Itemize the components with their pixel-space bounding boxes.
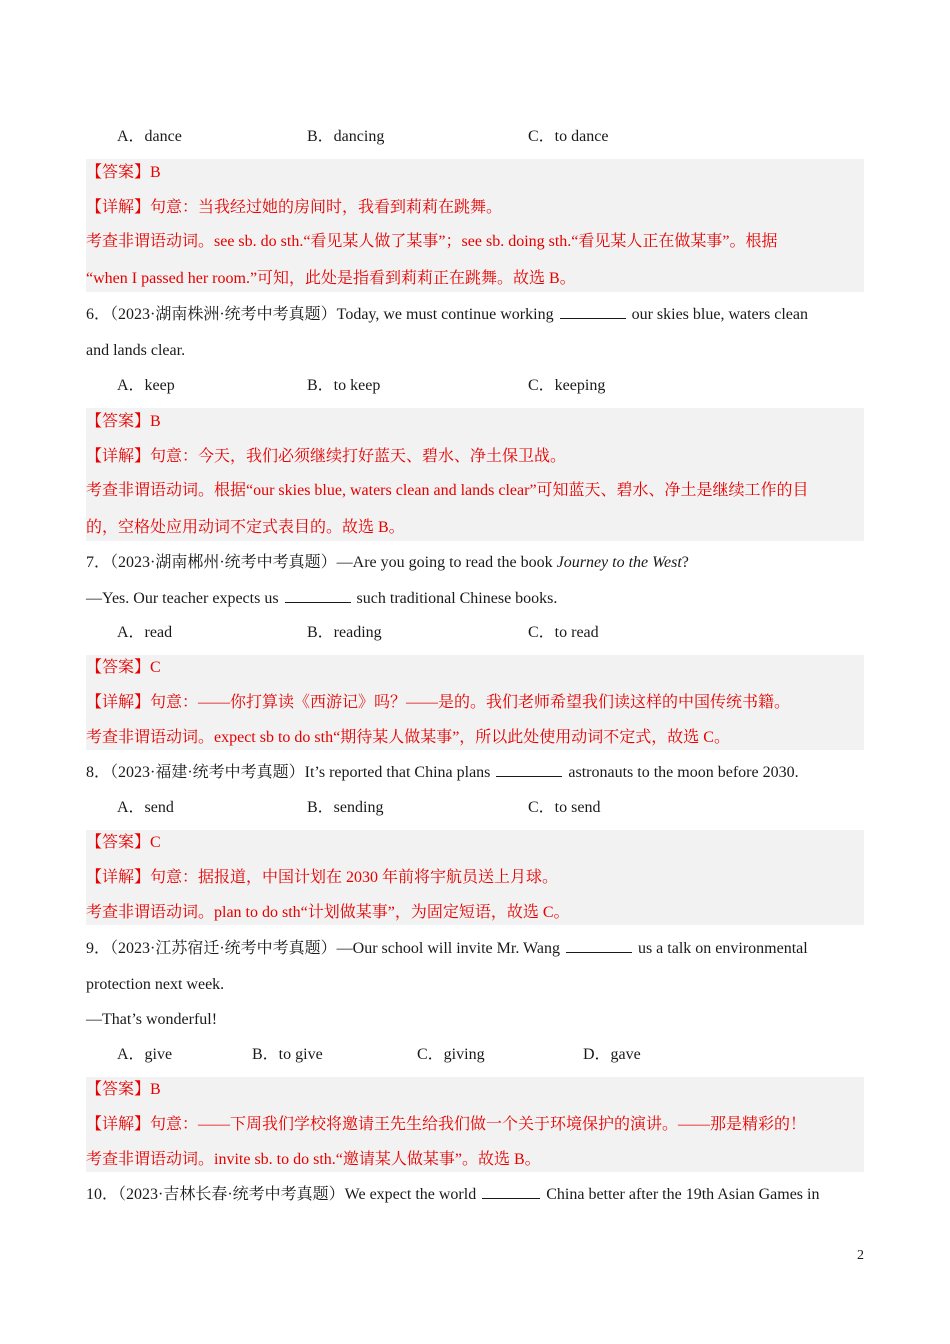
q6-explanation-cont: 的，空格处应用动词不定式表目的。故选 B。 xyxy=(86,519,405,536)
q7-detail: 【详解】句意：——你打算读《西游记》吗？——是的。我们老师希望我们读这样的中国传统书籍。 xyxy=(86,694,791,711)
option-c: C．to dance xyxy=(528,128,609,145)
q10-stem-text: 10．（2023·吉林长春·统考中考真题）We expect the world xyxy=(86,1186,477,1203)
q7-explanation: 考查非谓语动词。expect sb to do sth“期待某人做某事”，所以此处使用动词不定式，故选 C。 xyxy=(86,729,730,746)
q6-blank xyxy=(560,304,626,319)
q7-stem-end: ? xyxy=(681,554,689,571)
option-b: B．sending xyxy=(307,799,384,816)
q9-stem xyxy=(86,938,808,959)
q6-stem xyxy=(86,304,808,325)
option-b: B．to keep xyxy=(307,377,381,394)
q6-stem-text: 6．（2023·湖南株洲·统考中考真题）Today, we must continue working xyxy=(86,306,554,323)
q9-explanation: 考查非谓语动词。invite sb. to do sth.“邀请某人做某事”。故选 B。 xyxy=(86,1151,541,1168)
option-a: A．send xyxy=(117,799,174,816)
page-number: 2 xyxy=(857,1248,864,1263)
q9-stem-text-cont: us a talk on environmental xyxy=(637,940,808,957)
q6-stem-text-cont: our skies blue, waters clean xyxy=(631,306,808,323)
q8-stem xyxy=(86,762,799,783)
q8-stem-text: 8．（2023·福建·统考中考真题）It’s reported that China plans xyxy=(86,764,491,781)
option-a: A．read xyxy=(117,624,173,641)
q7-blank xyxy=(285,588,351,603)
option-c: C．to send xyxy=(528,799,601,816)
q7-stem-line2 xyxy=(86,588,557,609)
q8-explanation: 考查非谓语动词。plan to do sth“计划做某事”，为固定短语，故选 C。 xyxy=(86,904,570,921)
option-b: B．dancing xyxy=(307,128,385,145)
option-a: A．give xyxy=(117,1046,173,1063)
q9-detail: 【详解】句意：——下周我们学校将邀请王先生给我们做一个关于环境保护的演讲。——那是精彩的！ xyxy=(86,1116,807,1133)
q10-stem-text-cont: China better after the 19th Asian Games in xyxy=(546,1186,820,1203)
q5-explanation-cont: “when I passed her room.”可知，此处是指看到莉莉正在跳舞。故选 B。 xyxy=(86,270,576,287)
q7-stem xyxy=(86,553,689,573)
q9-stem-line2: protection next week. xyxy=(86,976,225,993)
q5-explanation: 考查非谓语动词。see sb. do sth.“看见某人做了某事”；see sb. doing sth.“看见某人正在做某事”。根据 xyxy=(86,233,778,250)
q6-explanation: 考查非谓语动词。根据“our skies blue, waters clean and lands clear”可知蓝天、碧水、净土是继续工作的目 xyxy=(86,482,809,499)
q9-stem-line3: —That’s wonderful! xyxy=(86,1011,218,1028)
option-c: C．giving xyxy=(417,1046,485,1063)
q8-detail: 【详解】句意：据报道，中国计划在 2030 年前将宇航员送上月球。 xyxy=(86,869,559,886)
q7-stem-text: 7．（2023·湖南郴州·统考中考真题）—Are you going to read the book xyxy=(86,554,557,571)
option-b: B．reading xyxy=(307,624,382,641)
option-a: A．dance xyxy=(117,128,182,145)
q7-line2-cont: such traditional Chinese books. xyxy=(356,590,558,607)
q8-answer: 【答案】C xyxy=(86,834,161,851)
option-c: C．keeping xyxy=(528,377,606,394)
q7-book-title: Journey to the West xyxy=(556,554,682,571)
option-a: A．keep xyxy=(117,377,175,394)
q8-stem-text-cont: astronauts to the moon before 2030. xyxy=(568,764,799,781)
q5-answer: 【答案】B xyxy=(86,164,161,181)
q6-stem-line2: and lands clear. xyxy=(86,342,186,359)
option-d: D．gave xyxy=(583,1046,641,1063)
q9-answer: 【答案】B xyxy=(86,1081,161,1098)
option-c: C．to read xyxy=(528,624,599,641)
q7-line2-text: —Yes. Our teacher expects us xyxy=(86,590,279,607)
q8-blank xyxy=(496,762,562,777)
q10-stem xyxy=(86,1184,819,1205)
q5-detail: 【详解】句意：当我经过她的房间时，我看到莉莉在跳舞。 xyxy=(86,199,503,216)
q9-blank xyxy=(566,938,632,953)
q10-blank xyxy=(482,1184,540,1199)
q6-detail: 【详解】句意：今天，我们必须继续打好蓝天、碧水、净土保卫战。 xyxy=(86,448,567,465)
q6-answer: 【答案】B xyxy=(86,413,161,430)
q9-stem-text: 9．（2023·江苏宿迁·统考中考真题）—Our school will invite Mr. Wang xyxy=(86,940,560,957)
q7-answer: 【答案】C xyxy=(86,659,161,676)
option-b: B．to give xyxy=(252,1046,323,1063)
